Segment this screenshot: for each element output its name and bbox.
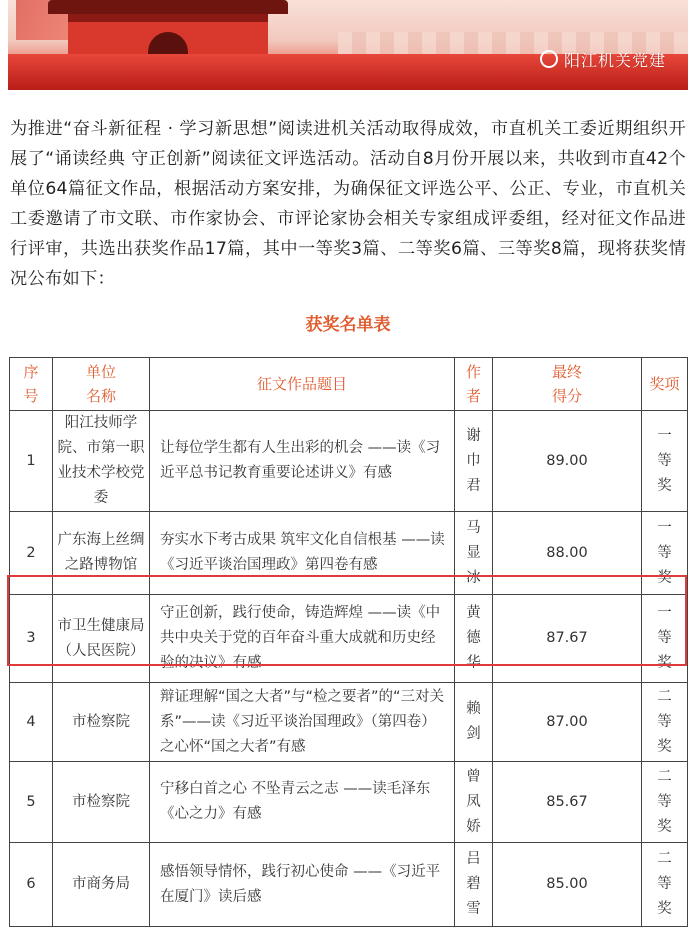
cell-title: 夯实水下考古成果 筑牢文化自信根基 ——读《习近平谈治国理政》第四卷有感	[150, 512, 455, 595]
cell-score: 89.00	[493, 411, 642, 512]
wechat-official-account-icon	[540, 50, 558, 68]
cell-no: 6	[10, 843, 53, 927]
cell-award: 一等奖	[642, 411, 688, 512]
header-no: 序号	[10, 358, 53, 411]
cell-award: 一等奖	[642, 595, 688, 683]
brand-label	[540, 48, 666, 71]
cell-unit: 市检察院	[53, 683, 150, 762]
brand-text: 阳江机关党建	[563, 51, 666, 70]
cell-unit: 广东海上丝绸之路博物馆	[53, 512, 150, 595]
cell-unit: 市检察院	[53, 762, 150, 843]
cell-author: 曾凤娇	[455, 762, 493, 843]
cell-award: 二等奖	[642, 683, 688, 762]
cell-unit: 市卫生健康局（人民医院）	[53, 595, 150, 683]
table-header-row	[10, 358, 688, 411]
cell-title: 辩证理解“国之大者”与“检之要者”的“三对关系”——读《习近平谈治国理政》（第四卷）之心怀“国之大者”有感	[150, 683, 455, 762]
cell-author: 谢巾君	[455, 411, 493, 512]
cell-title: 感悟领导情怀，践行初心使命 ——《习近平在厦门》读后感	[150, 843, 455, 927]
cell-no: 4	[10, 683, 53, 762]
list-title: 获奖名单表	[305, 315, 391, 335]
cell-unit: 阳江技师学院、市第一职业技术学校党委	[53, 411, 150, 512]
table-row	[10, 595, 688, 683]
header-title: 征文作品题目	[150, 358, 455, 411]
cell-no: 1	[10, 411, 53, 512]
cell-score: 85.00	[493, 843, 642, 927]
header-award: 奖项	[642, 358, 688, 411]
cell-score: 87.67	[493, 595, 642, 683]
cell-title: 宁移白首之心 不坠青云之志 ——读毛泽东《心之力》有感	[150, 762, 455, 843]
table-row	[10, 843, 688, 927]
cell-author: 赖剑	[455, 683, 493, 762]
cell-author: 吕碧雪	[455, 843, 493, 927]
table-row	[10, 762, 688, 843]
intro-paragraph: 为推进“奋斗新征程 · 学习新思想”阅读进机关活动取得成效，市直机关工委近期组织开展了“诵读经典 守正创新”阅读征文评选活动。活动自8月份开展以来，共收到市直42个单位64篇征文作品，根据活动方案安排，为确保征文评选公平、公正、专业，市直机关工委邀请了市文联、市作家协会、市评论家协会相关专家组成评委组，经对征文作品进行评审，共选出获奖作品17篇，其中一等奖3篇、二等奖6篇、三等奖8篇，现将获奖情况公布如下：	[10, 119, 686, 289]
cell-award: 二等奖	[642, 843, 688, 927]
table-row	[10, 411, 688, 512]
cell-score: 87.00	[493, 683, 642, 762]
cell-score: 85.67	[493, 762, 642, 843]
cell-award: 二等奖	[642, 762, 688, 843]
cell-title: 守正创新，践行使命，铸造辉煌 ——读《中共中央关于党的百年奋斗重大成就和历史经验的决议》有感	[150, 595, 455, 683]
cell-no: 5	[10, 762, 53, 843]
cell-title: 让每位学生都有人生出彩的机会 ——读《习近平总书记教育重要论述讲义》有感	[150, 411, 455, 512]
table-row	[10, 683, 688, 762]
header-score: 最终得分	[493, 358, 642, 411]
cell-award: 一等奖	[642, 512, 688, 595]
cell-author: 黄德华	[455, 595, 493, 683]
award-table	[9, 357, 688, 927]
table-row	[10, 512, 688, 595]
cell-no: 3	[10, 595, 53, 683]
cell-score: 88.00	[493, 512, 642, 595]
header-author: 作者	[455, 358, 493, 411]
cell-unit: 市商务局	[53, 843, 150, 927]
header-unit: 单位名称	[53, 358, 150, 411]
cell-author: 马显冰	[455, 512, 493, 595]
header-banner	[8, 0, 688, 90]
cell-no: 2	[10, 512, 53, 595]
